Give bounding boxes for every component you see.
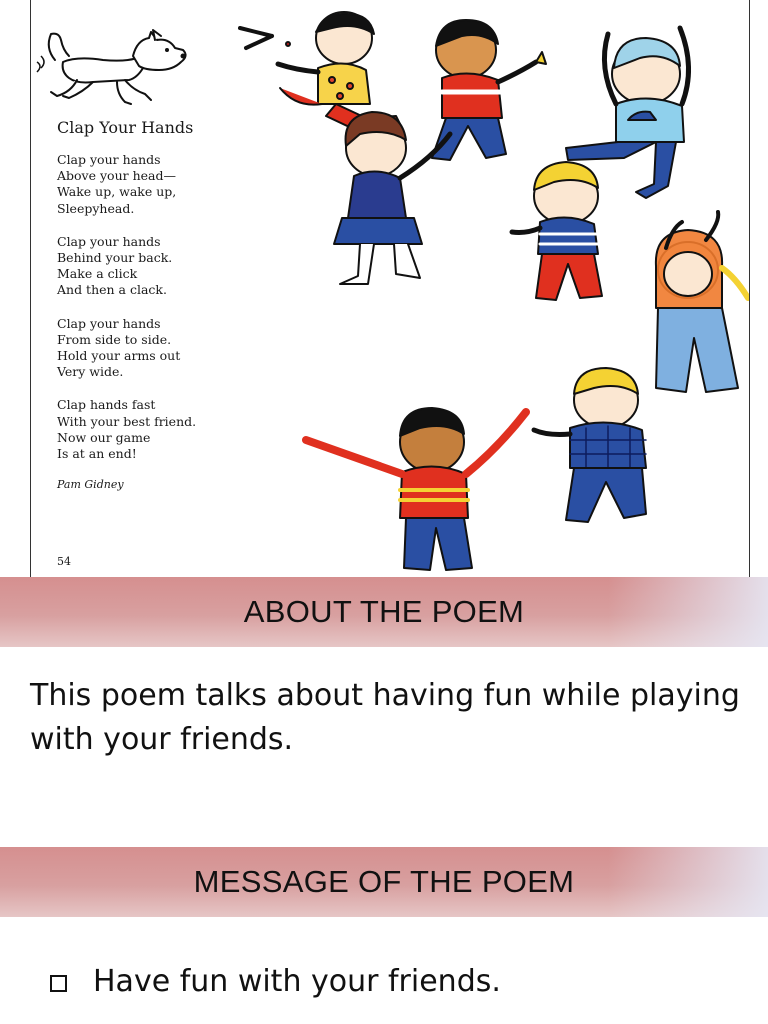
poem-stanza: [57, 316, 196, 381]
poem-line: Clap your hands: [57, 233, 161, 249]
poem-line: Behind your back.: [57, 250, 173, 266]
poem-line: From side to side.: [57, 331, 172, 347]
running-dog-illustration: [33, 26, 193, 108]
poem-line: Now our game: [57, 429, 151, 445]
poem-title: Clap Your Hands: [57, 118, 194, 137]
message-heading: MESSAGE OF THE POEM: [193, 864, 575, 899]
poem-body: [57, 152, 196, 479]
poem-line: And then a clack.: [57, 282, 167, 298]
poem-line: Clap your hands: [57, 152, 161, 167]
poem-line: Is at an end!: [57, 446, 137, 462]
checkbox-icon: [50, 975, 67, 992]
dancing-children-illustration: [236, 8, 750, 577]
poem-line: Make a click: [57, 266, 138, 282]
book-page: [30, 0, 750, 577]
poem-line: Clap hands fast: [57, 397, 156, 413]
poem-stanza: [57, 397, 196, 462]
message-text: Have fun with your friends.: [93, 964, 501, 999]
poem-line: With your best friend.: [57, 413, 197, 429]
poem-line: Clap your hands: [57, 315, 161, 331]
poem-stanza: [57, 234, 196, 299]
about-heading: ABOUT THE POEM: [243, 594, 525, 629]
poem-author: Pam Gidney: [57, 478, 124, 491]
poem-line: Very wide.: [57, 364, 124, 380]
poem-line: Above your head—: [57, 168, 176, 184]
message-list-item: [50, 964, 501, 999]
poem-line: Wake up, wake up,: [57, 184, 177, 200]
about-text: This poem talks about having fun while playing with your friends.: [30, 678, 740, 757]
poem-line: Sleepyhead.: [57, 200, 135, 216]
page-number: 54: [57, 555, 71, 568]
message-section-header: [0, 847, 768, 917]
poem-line: Hold your arms out: [57, 348, 181, 364]
poem-stanza: [57, 152, 196, 217]
about-section-header: [0, 577, 768, 647]
